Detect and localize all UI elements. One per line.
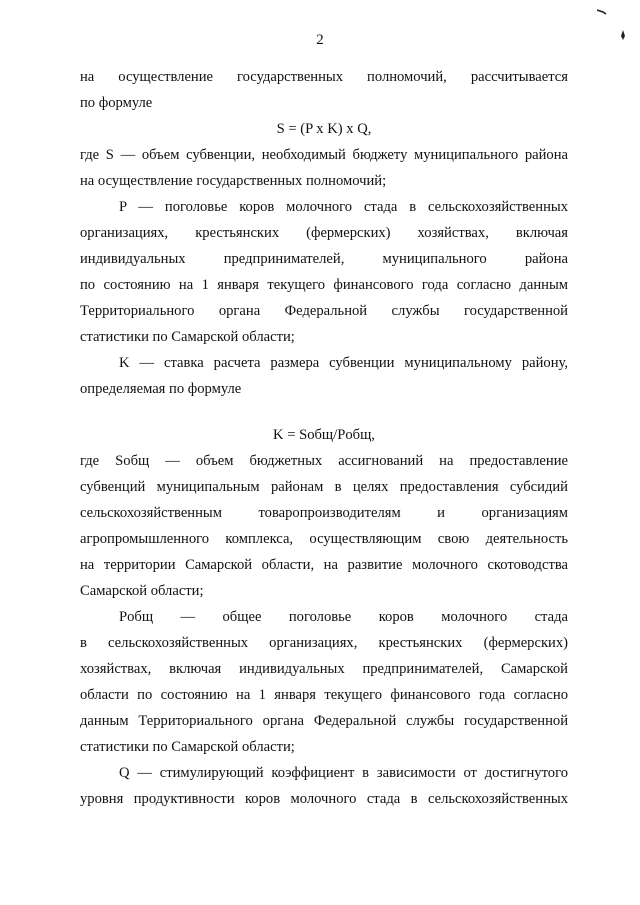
text-line: статистики по Самарской области; [80, 329, 295, 345]
text-line: где Sобщ — объем бюджетных ассигнований на предоставление [80, 453, 568, 469]
text-line: статистики по Самарской области; [80, 739, 295, 755]
scan-mark [597, 9, 607, 15]
text-line: на осуществление государственных полномочий; [80, 173, 387, 189]
text-line: агропромышленного комплекса, осуществляющим свою деятельность [80, 531, 568, 547]
text-line: определяемая по формуле [80, 381, 242, 397]
formula: S = (P x K) x Q, [276, 121, 372, 137]
text-line: где S — объем субвенции, необходимый бюджету муниципального района [80, 147, 568, 163]
text-line: на территории Самарской области, на развитие молочного скотоводства [80, 557, 568, 573]
text-line: Q — стимулирующий коэффициент в зависимости от достигнутого [119, 765, 568, 781]
text-line: по состоянию на 1 января текущего финансового года согласно данным [80, 277, 568, 293]
text-line: индивидуальных предпринимателей, муниципального района [80, 251, 568, 267]
text-line: организациях, крестьянских (фермерских) хозяйствах, включая [80, 225, 568, 241]
text-line: по формуле [80, 95, 153, 111]
text-line: сельскохозяйственным товаропроизводителям и организациям [80, 505, 568, 521]
text-line: P — поголовье коров молочного стада в сельскохозяйственных [119, 199, 568, 215]
text-line: уровня продуктивности коров молочного стада в сельскохозяйственных [80, 791, 568, 807]
text-line: Pобщ — общее поголовье коров молочного стада [119, 609, 568, 625]
text-line: в сельскохозяйственных организациях, крестьянских (фермерских) [80, 635, 568, 651]
text-line: K — ставка расчета размера субвенции муниципальному району, [119, 355, 568, 371]
page-number: 2 [316, 32, 324, 48]
text-line: субвенций муниципальным районам в целях предоставления субсидий [80, 479, 568, 495]
text-line: хозяйствах, включая индивидуальных предпринимателей, Самарской [80, 661, 568, 677]
document-body [80, 64, 568, 812]
formula: K = Sобщ/Pобщ, [273, 427, 375, 443]
text-line: данным Территориального органа Федеральной службы государственной [80, 713, 568, 729]
text-line: Территориального органа Федеральной службы государственной [80, 303, 568, 319]
text-line: Самарской области; [80, 583, 204, 599]
spacer [80, 402, 568, 422]
text-line: на осуществление государственных полномочий, рассчитывается [80, 69, 568, 85]
text-line: области по состоянию на 1 января текущего финансового года согласно [80, 687, 568, 703]
